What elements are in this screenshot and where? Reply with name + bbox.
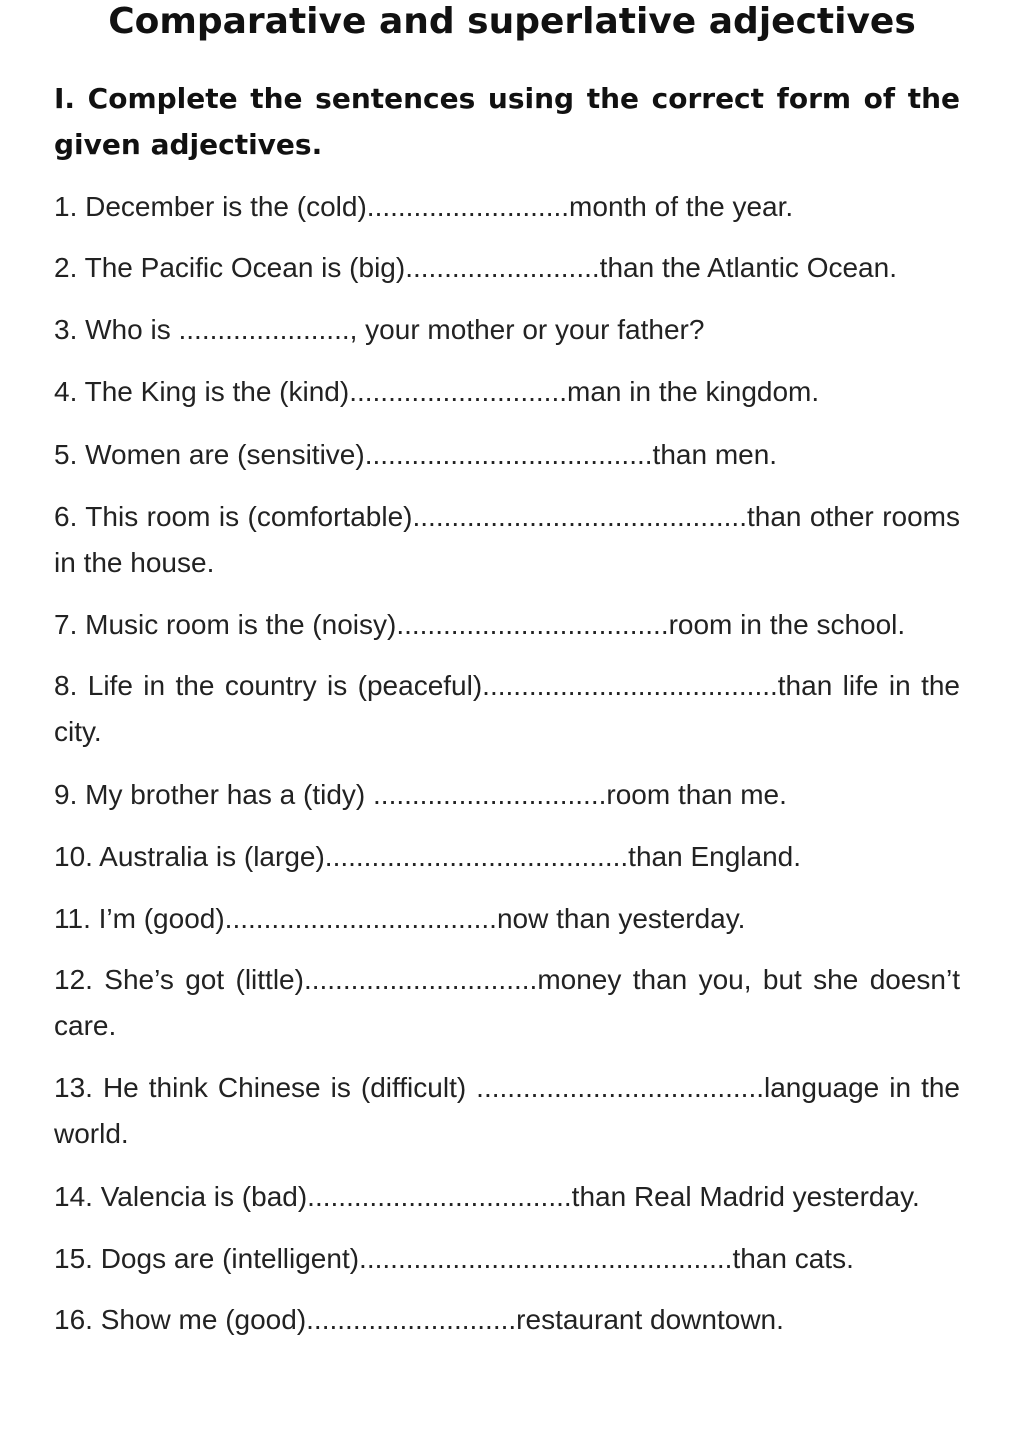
- exercise-item-8: 8. Life in the country is (peaceful)......................................than life in the city.: [54, 670, 960, 747]
- exercise-item-13: 13. He think Chinese is (difficult) .....................................language in the world.: [54, 1072, 960, 1149]
- exercise-item-11: 11. I’m (good)...................................now than yesterday.: [54, 903, 746, 934]
- exercise-item-9: 9. My brother has a (tidy) ..............................room than me.: [54, 779, 787, 810]
- exercise-item-16: 16. Show me (good)...........................restaurant downtown.: [54, 1304, 784, 1335]
- instructions-heading: I. Complete the sentences using the correct form of the given adjectives.: [54, 82, 960, 161]
- exercise-item-10: 10. Australia is (large).......................................than England.: [54, 841, 801, 872]
- exercise-item-4: 4. The King is the (kind)............................man in the kingdom.: [54, 376, 820, 407]
- exercise-item-2: 2. The Pacific Ocean is (big).........................than the Atlantic Ocean.: [54, 252, 897, 283]
- exercise-item-14: 14. Valencia is (bad)..................................than Real Madrid yesterday.: [54, 1181, 920, 1212]
- exercise-item-12: 12. She’s got (little)..............................money than you, but she doesn’t care.: [54, 964, 960, 1041]
- exercise-item-5: 5. Women are (sensitive).....................................than men.: [54, 439, 778, 470]
- exercise-item-6: 6. This room is (comfortable)...........................................than other rooms in the house.: [54, 501, 960, 578]
- exercise-item-1: 1. December is the (cold)..........................month of the year.: [54, 191, 794, 222]
- exercise-item-3: 3. Who is ......................, your mother or your father?: [54, 314, 705, 345]
- exercise-item-15: 15. Dogs are (intelligent)................................................than cats.: [54, 1243, 854, 1274]
- page-title: Comparative and superlative adjectives: [108, 1, 916, 42]
- exercise-item-7: 7. Music room is the (noisy)...................................room in the school.: [54, 609, 906, 640]
